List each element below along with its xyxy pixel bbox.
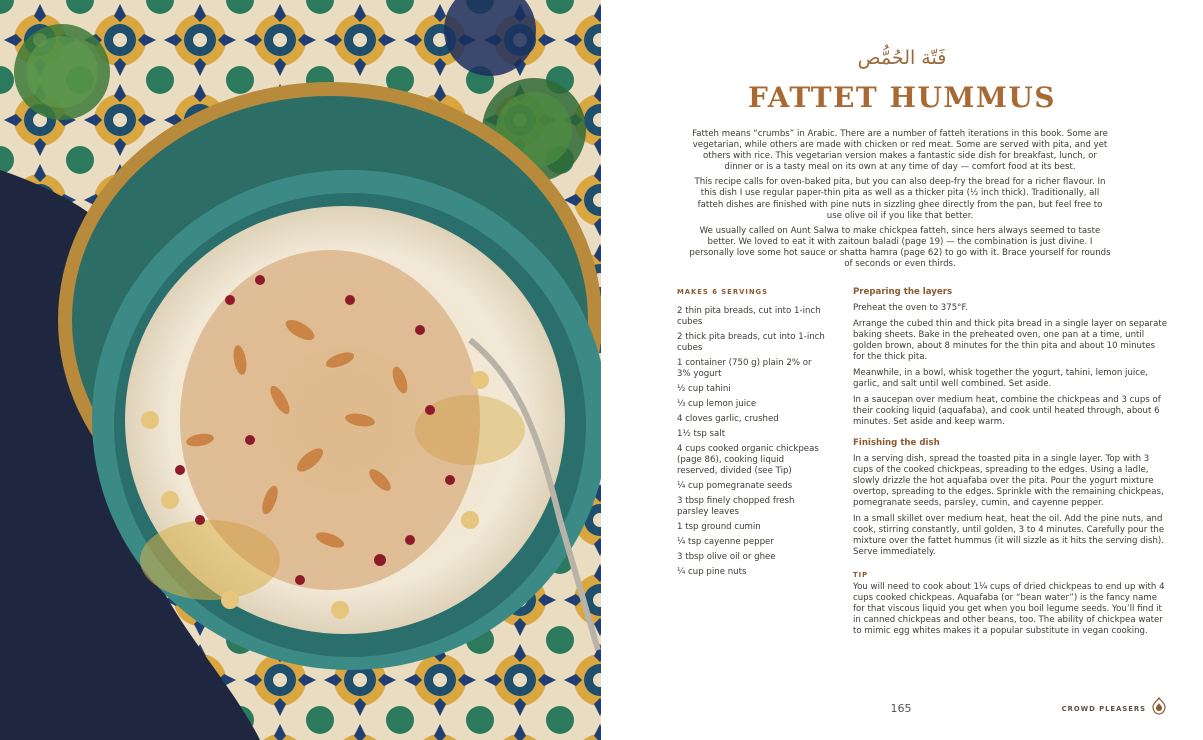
ingredient-item: ¼ tsp cayenne pepper	[677, 537, 774, 547]
recipe-page	[601, 0, 1203, 740]
ingredient-item: ⅓ cup lemon juice	[677, 399, 757, 409]
tip-box	[853, 570, 1167, 637]
ingredient-item: ½ cup tahini	[677, 384, 731, 394]
intro-paragraph: Fatteh means “crumbs” in Arabic. There are a number of fatteh iterations in this book. Some are vegetarian, while others are made with chicken or red meat. Some are served with pita, and yet others with rice. This vegetarian version makes a fantastic side dish for breakfast, lunch, or dinner or is a tasty meal on its own at any time of day — comfort food at its best.	[692, 129, 1108, 173]
method-step: In a serving dish, spread the toasted pita in a single layer. Top with 3 cups of the cooked chickpeas, spreading to the edges. Using a ladle, slowly drizzle the hot aquafaba over the pita. Pour the yogurt mixture overtop, spreading to the edges. Sprinkle with the remaining chickpeas, pomegranate seeds, parsley, cumin, and cayenne pepper.	[853, 454, 1164, 508]
ingredient-item: 1 tsp ground cumin	[677, 522, 761, 532]
ingredient-item: 2 thick pita breads, cut into 1-inch cubes	[677, 332, 825, 353]
ingredient-item: 2 thin pita breads, cut into 1-inch cubes	[677, 306, 821, 327]
ingredient-item: 4 cups cooked organic chickpeas (page 86), cooking liquid reserved, divided (see Tip)	[677, 444, 819, 476]
ingredient-item: 3 tbsp olive oil or ghee	[677, 552, 776, 562]
method-step: Preheat the oven to 375°F.	[853, 303, 968, 313]
section-label: CROWD PLEASERS	[1061, 705, 1146, 713]
book-logo-icon	[1151, 697, 1167, 715]
tip-label: TIP	[853, 571, 869, 579]
method-step: Arrange the cubed thin and thick pita bread in a single layer on separate baking sheets. Bake in the preheated oven, one pan at a time, until golden brown, about 8 minutes for the thin pita and about 10 minutes for the thick pita.	[853, 319, 1167, 362]
ingredient-item: 1 container (750 g) plain 2% or 3% yogurt	[677, 358, 812, 379]
ingredient-item: 3 tbsp finely chopped fresh parsley leaves	[677, 496, 795, 517]
ingredient-item: 4 cloves garlic, crushed	[677, 414, 779, 424]
ingredient-item: ¼ cup pine nuts	[677, 567, 747, 577]
food-photo	[0, 0, 601, 740]
intro-paragraph: We usually called on Aunt Salwa to make chickpea fatteh, since hers always seemed to taste better. We loved to eat it with zaitoun baladi (page 19) — the combination is just divine. I personally love some hot sauce or shatta hamra (page 62) to go with it. Brace yourself for rounds of seconds or even thirds.	[689, 225, 1111, 270]
ingredient-item: ¼ cup pomegranate seeds	[677, 481, 793, 491]
method-heading: Preparing the layers	[853, 287, 953, 297]
method-step: In a saucepan over medium heat, combine the chickpeas and 3 cups of their cooking liquid (aquafaba), and cook until heated through, about 6 minutes. Set aside and keep warm.	[853, 395, 1161, 427]
arabic-title: فَتّة الحُمُّص	[857, 47, 947, 69]
page-number: 165	[890, 702, 912, 715]
ingredient-item: 1½ tsp salt	[677, 429, 726, 439]
method-section	[853, 287, 1167, 563]
intro-text	[689, 129, 1111, 274]
page-title: FATTET HUMMUS	[747, 81, 1057, 114]
ingredients-list	[677, 287, 827, 582]
tip-text: You will need to cook about 1¼ cups of dried chickpeas to end up with 4 cups cooked chickpeas. Aquafaba (or “bean water”) is the fancy name for that viscous liquid you get when you boil legume seeds. You’ll find it in canned chickpeas and other beans, too. The ability of chickpea water to mimic egg whites makes it a popular substitute in vegan cooking.	[853, 582, 1165, 636]
method-step: Meanwhile, in a bowl, whisk together the yogurt, tahini, lemon juice, garlic, and salt until well combined. Set aside.	[853, 368, 1149, 389]
method-step: In a small skillet over medium heat, heat the oil. Add the pine nuts, and cook, stirring constantly, until golden, 3 to 4 minutes. Carefully pour the mixture over the fattet hummus (it will sizzle as it hits the serving dish). Serve immediately.	[853, 514, 1165, 557]
intro-paragraph: This recipe calls for oven-baked pita, but you can also deep-fry the bread for a richer flavour. In this dish I use regular paper-thin pita as well as a thicker pita (½ inch thick). Traditionally, all fatteh dishes are finished with pine nuts in sizzling ghee directly from the pan, but feel free to use olive oil if you like that better.	[694, 177, 1106, 221]
method-heading: Finishing the dish	[853, 438, 940, 448]
servings-label: MAKES 6 SERVINGS	[677, 288, 769, 296]
